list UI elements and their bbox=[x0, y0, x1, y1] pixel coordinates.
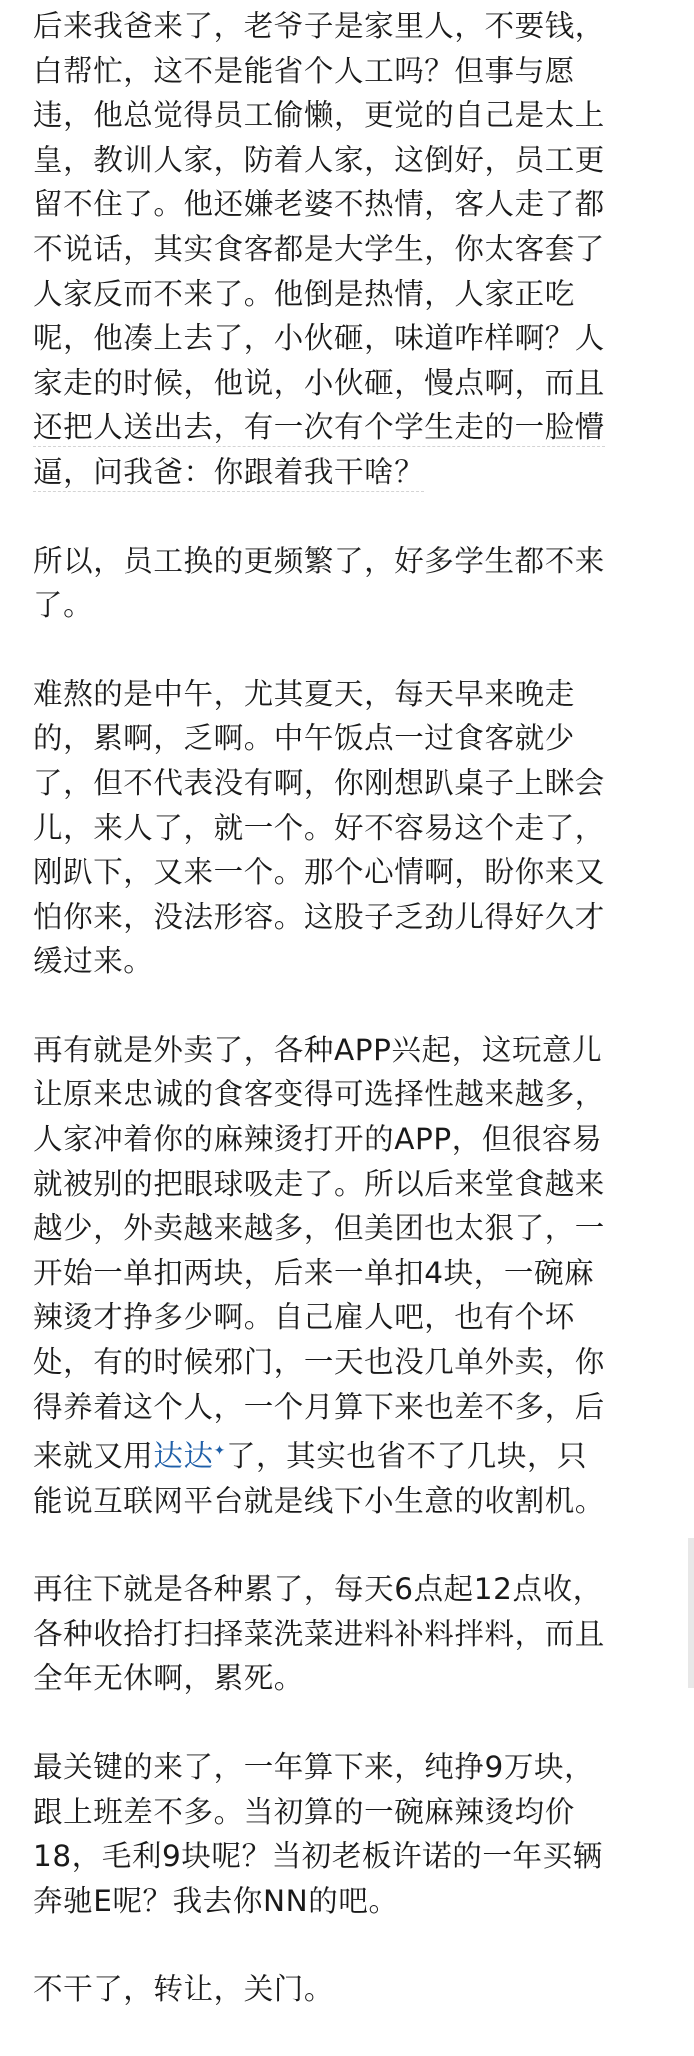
text-line: 让原来忠诚的食客变得可选择性越来越多， bbox=[33, 1077, 605, 1112]
text-line: 处，有的时候邪门，一天也没几单外卖，你 bbox=[33, 1345, 605, 1380]
scrollbar-thumb[interactable] bbox=[688, 1538, 694, 1688]
text-line: 人家反而不来了。他倒是热情，人家正吃 bbox=[33, 276, 575, 311]
text-segment: 了，其实也省不了几块，只 bbox=[225, 1439, 588, 1474]
text-line: 家走的时候，他说，小伙砸，慢点啊，而且 bbox=[33, 365, 605, 400]
text-line: 人家冲着你的麻辣烫打开的APP，但很容易 bbox=[33, 1122, 603, 1157]
text-line: 所以，员工换的更频繁了，好多学生都不来 bbox=[33, 543, 605, 578]
paragraph-3 bbox=[33, 672, 669, 984]
paragraph-5 bbox=[33, 1567, 669, 1701]
article-body bbox=[33, 4, 669, 2056]
text-line-highlighted[interactable] bbox=[33, 405, 669, 450]
highlighted-text[interactable]: 逼，问我爸：你跟着我干啥？ bbox=[33, 455, 424, 492]
text-line: 违，他总觉得员工偷懒，更觉的自己是太上 bbox=[33, 98, 605, 133]
text-line: 不说话，其实食客都是大学生，你太客套了 bbox=[33, 231, 605, 266]
paragraph-4 bbox=[33, 1028, 669, 1523]
paragraph-2 bbox=[33, 539, 669, 628]
text-line: 开始一单扣两块，后来一单扣4块，一碗麻 bbox=[33, 1255, 595, 1290]
text-line: 了，但不代表没有啊，你刚想趴桌子上眯会 bbox=[33, 765, 605, 800]
text-line: 不干了，转让，关门。 bbox=[33, 1972, 335, 2007]
text-line: 怕你来，没法形容。这股子乏劲儿得好久才 bbox=[33, 899, 605, 934]
text-line: 各种收拾打扫择菜洗菜进料补料拌料，而且 bbox=[33, 1616, 605, 1651]
link-marker-icon: ✦ bbox=[213, 1443, 226, 1460]
text-line: 缓过来。 bbox=[33, 944, 154, 979]
text-line: 刚趴下，又来一个。那个心情啊，盼你来又 bbox=[33, 855, 605, 890]
text-line: 难熬的是中午，尤其夏天，每天早来晚走 bbox=[33, 676, 575, 711]
text-line: 全年无休啊，累死。 bbox=[33, 1661, 304, 1696]
paragraph-6 bbox=[33, 1745, 669, 1923]
text-line: 再有就是外卖了，各种APP兴起，这玩意儿 bbox=[33, 1032, 603, 1067]
text-line: 18，毛利9块呢？当初老板许诺的一年买辆 bbox=[33, 1839, 603, 1874]
dada-link[interactable]: 达达 bbox=[153, 1439, 214, 1474]
text-line: 能说互联网平台就是线下小生意的收割机。 bbox=[33, 1483, 605, 1518]
text-line: 留不住了。他还嫌老婆不热情，客人走了都 bbox=[33, 187, 605, 222]
paragraph-7 bbox=[33, 1967, 669, 2012]
text-line: 儿，来人了，就一个。好不容易这个走了， bbox=[33, 810, 605, 845]
text-line: 皇，教训人家，防着人家，这倒好，员工更 bbox=[33, 142, 605, 177]
text-segment: 来就又用 bbox=[33, 1439, 154, 1474]
text-line: 了。 bbox=[33, 588, 94, 623]
paragraph-1 bbox=[33, 4, 669, 495]
text-line: 白帮忙，这不是能省个人工吗？但事与愿 bbox=[33, 53, 575, 88]
highlighted-text[interactable]: 还把人送出去，有一次有个学生走的一脸懵 bbox=[33, 410, 605, 447]
text-line: 辣烫才挣多少啊。自己雇人吧，也有个坏 bbox=[33, 1300, 575, 1335]
text-line-with-link bbox=[33, 1429, 669, 1478]
text-line: 再往下就是各种累了，每天6点起12点收， bbox=[33, 1572, 603, 1607]
text-line: 跟上班差不多。当初算的一碗麻辣烫均价 bbox=[33, 1794, 575, 1829]
text-line: 的，累啊，乏啊。中午饭点一过食客就少 bbox=[33, 721, 575, 756]
text-line: 奔驰E呢？我去你NN的吧。 bbox=[33, 1883, 399, 1918]
text-line: 就被别的把眼球吸走了。所以后来堂食越来 bbox=[33, 1166, 605, 1201]
text-line: 后来我爸来了，老爷子是家里人，不要钱， bbox=[33, 9, 605, 43]
text-line: 得养着这个人，一个月算下来也差不多，后 bbox=[33, 1389, 605, 1424]
text-line: 越少，外卖越来越多，但美团也太狠了，一 bbox=[33, 1211, 605, 1246]
text-line: 呢，他凑上去了，小伙砸，味道咋样啊？人 bbox=[33, 321, 605, 356]
text-line: 最关键的来了，一年算下来，纯挣9万块， bbox=[33, 1750, 595, 1785]
text-line-highlighted[interactable] bbox=[33, 450, 669, 495]
